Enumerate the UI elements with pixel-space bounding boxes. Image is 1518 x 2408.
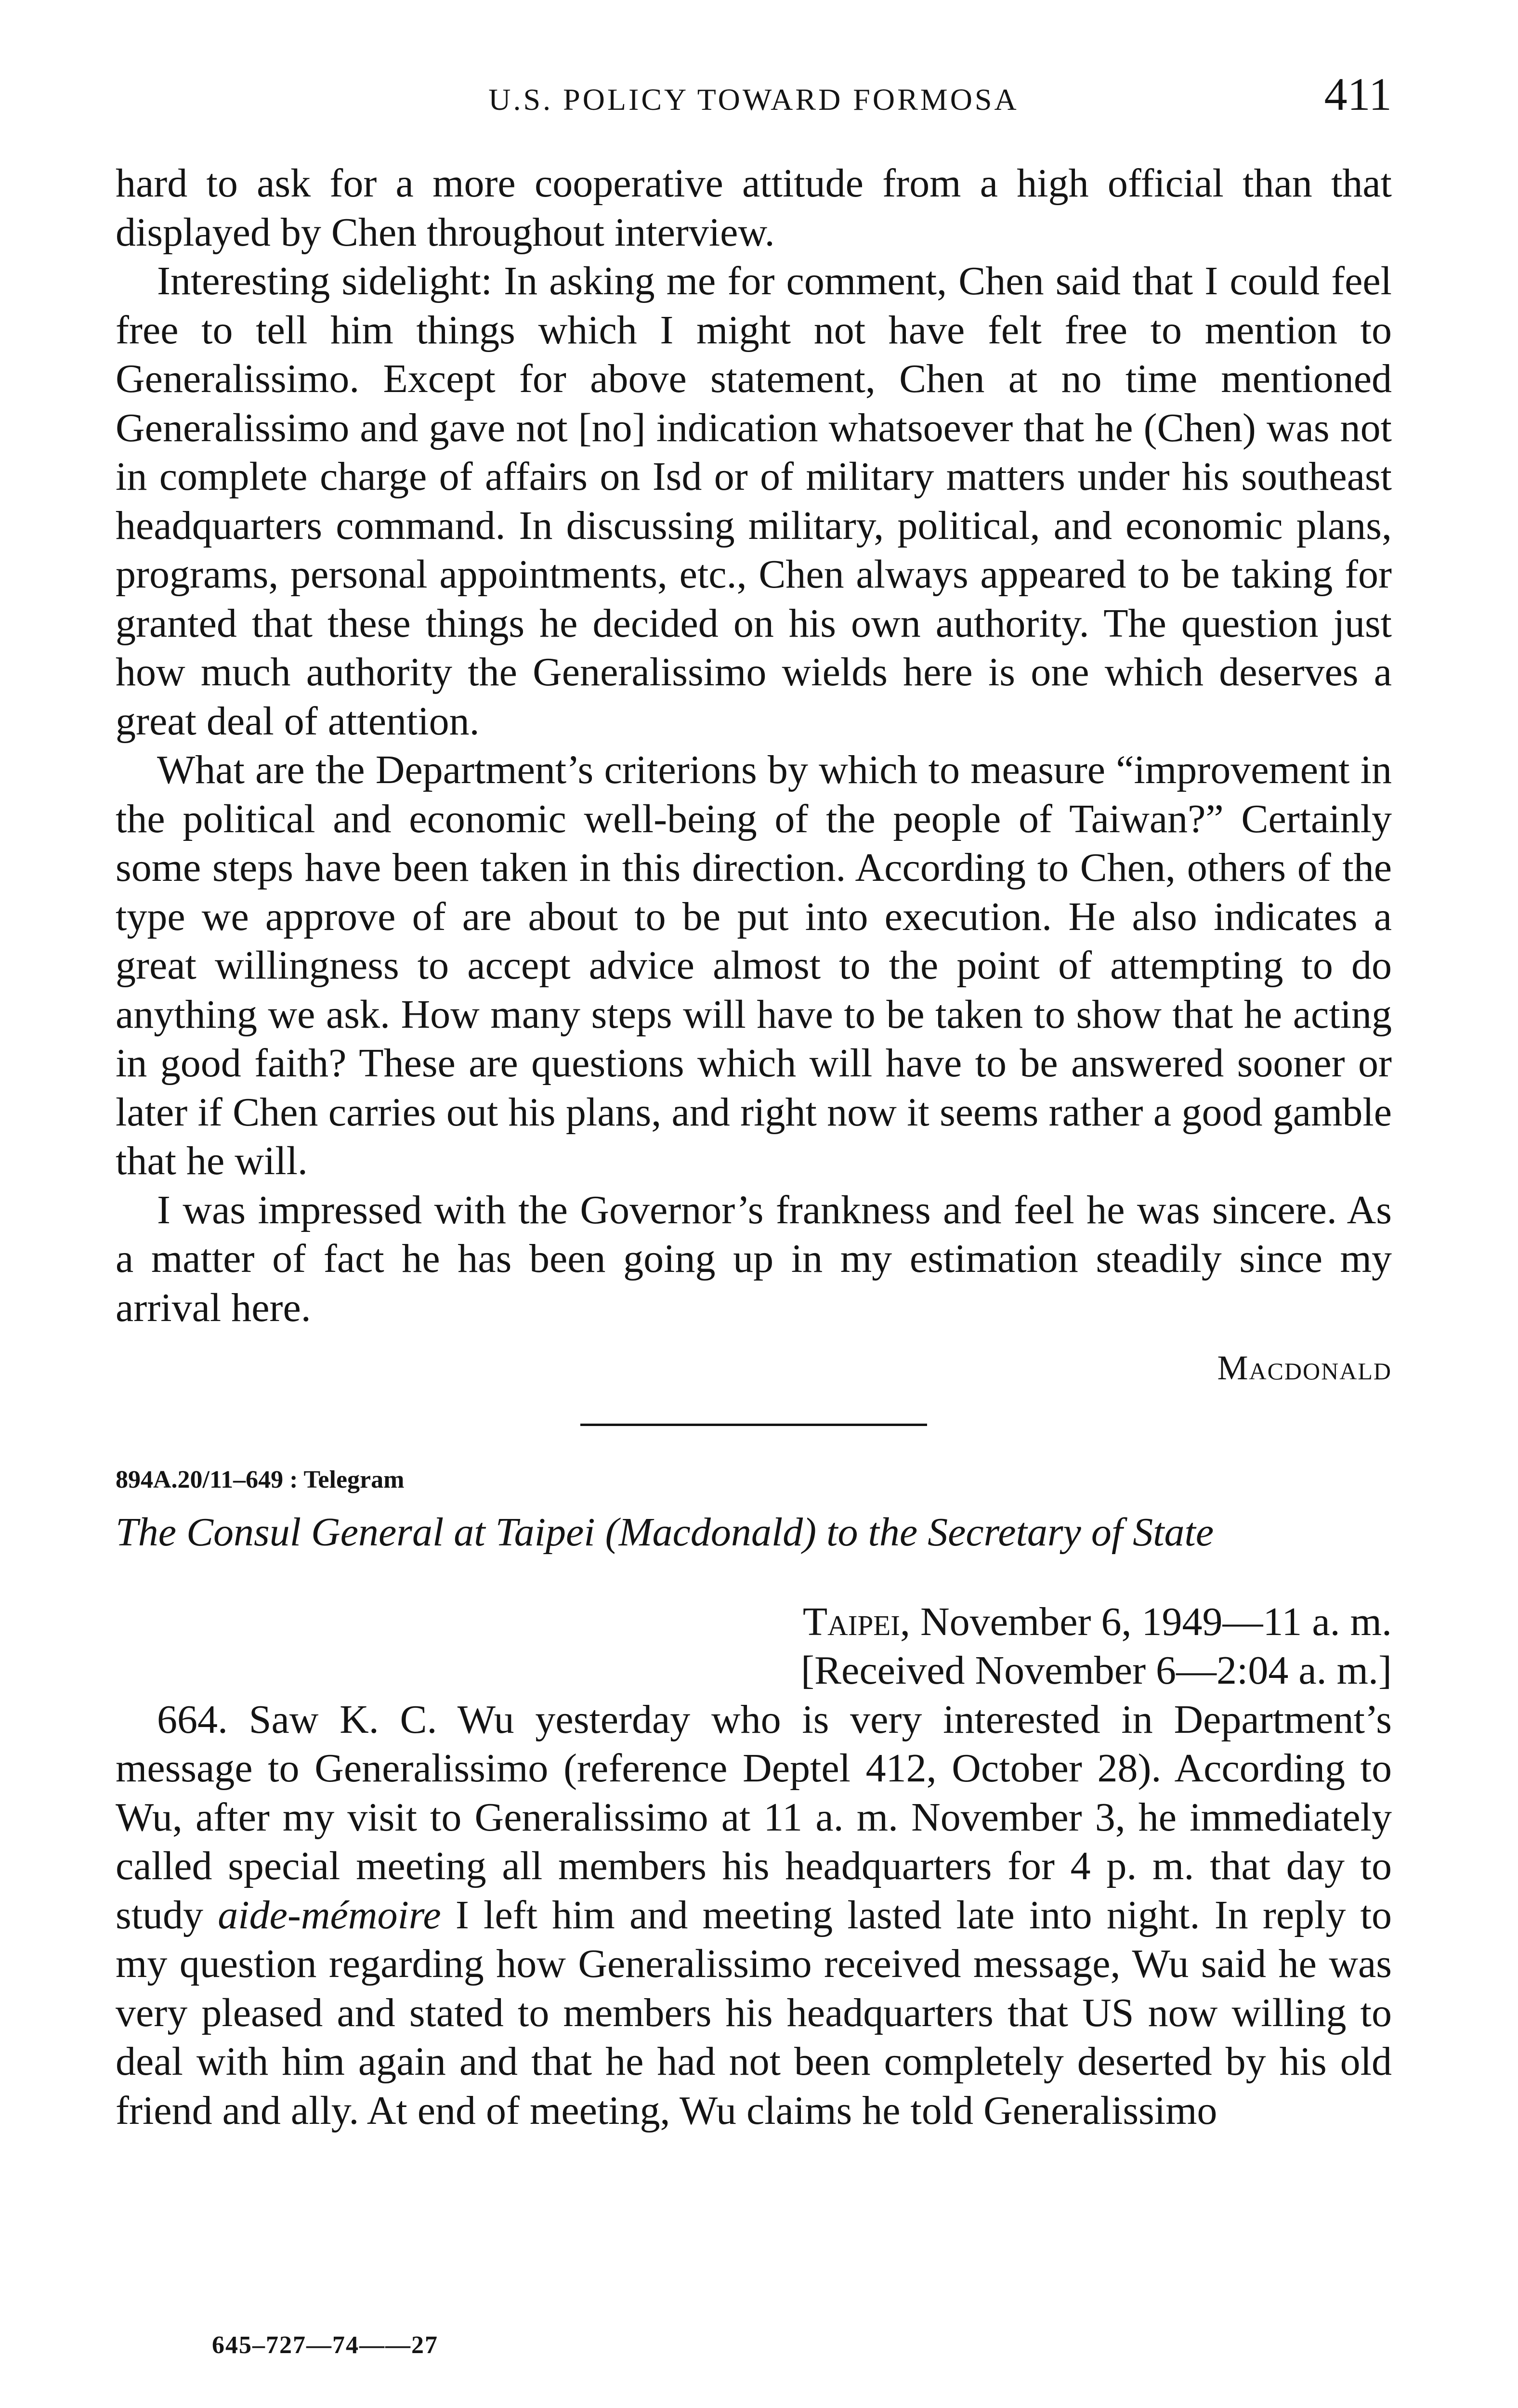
- page-header: [116, 67, 1392, 135]
- section-divider: [580, 1424, 927, 1426]
- dateline-date: November 6, 1949—11 a. m.: [920, 1599, 1392, 1644]
- paragraph-sidelight: Interesting sidelight: In asking me for comment, Chen said that I could feel free to tell him things which I might not have felt free to mention to Generalissimo. Except for above statement, Chen at no time mentioned Generalissimo and gave not [no] indication whatsoever that he (Chen) was not in complete charge of affairs on Isd or of military matters under his southeast headquarters command. In discussing military, political, and economic plans, programs, personal appointments, etc., Chen always appeared to be taking for granted that these things he decided on his own authority. The question just how much authority the Generalissimo wields here is one which deserves a great deal of attention.: [116, 259, 1392, 744]
- print-code: 645–727—74——27: [212, 2331, 438, 2359]
- telegram-body: [116, 1695, 1392, 2135]
- dateline: [116, 1597, 1392, 1647]
- paragraph-continuation: hard to ask for a more cooperative attitude from a high official than that displayed by Chen throughout interview.: [116, 161, 1392, 255]
- page-body: [116, 159, 1392, 2135]
- telegram-body-part2: I left him and meeting lasted late into night. In reply to my question regarding how Generalissimo received message, Wu said he was very pleased and stated to members his headquarters that US now willing to deal with him again and that he had not been completely deserted by his old friend and ally. At end of meeting, Wu claims he told Generalissimo: [116, 1892, 1392, 2133]
- document-reference: 894A.20/11–649 : Telegram: [116, 1466, 405, 1493]
- page-number: 411: [1324, 68, 1392, 120]
- document-title: The Consul General at Taipei (Macdonald) to the Secretary of State: [116, 1509, 1214, 1555]
- paragraph-criterions: What are the Department’s criterions by which to measure “improvement in the political and economic well-being of the people of Taiwan?” Certainly some steps have been taken in this direction. According to Chen, others of the type we approve of are about to be put into execution. He also indicates a great willingness to accept advice almost to the point of attempting to do anything we ask. How many steps will have to be taken to show that he acting in good faith? These are questions which will have to be answered sooner or later if Chen carries out his plans, and right now it seems rather a good gamble that he will.: [116, 747, 1392, 1183]
- paragraph-impressed: I was impressed with the Governor’s frankness and feel he was sincere. As a matter of fact he has been going up in my estimation steadily since my arrival here.: [116, 1187, 1392, 1330]
- running-head: U.S. POLICY TOWARD FORMOSA: [488, 82, 1019, 117]
- signature: Macdonald: [1217, 1348, 1392, 1387]
- received-line: [Received November 6—2:04 a. m.]: [801, 1648, 1392, 1693]
- dateline-place: Taipei,: [802, 1599, 910, 1644]
- aide-memoire-term: aide-mémoire: [218, 1892, 441, 1937]
- telegram-body-part1: 664. Saw K. C. Wu yesterday who is very interested in Department’s message to Generalissimo (reference Deptel 412, October 28). According to Wu, after my visit to Generalissimo at 11 a. m. November 3, he immediately called special meeting all members his headquarters for 4 p. m. that day to study: [116, 1697, 1392, 1937]
